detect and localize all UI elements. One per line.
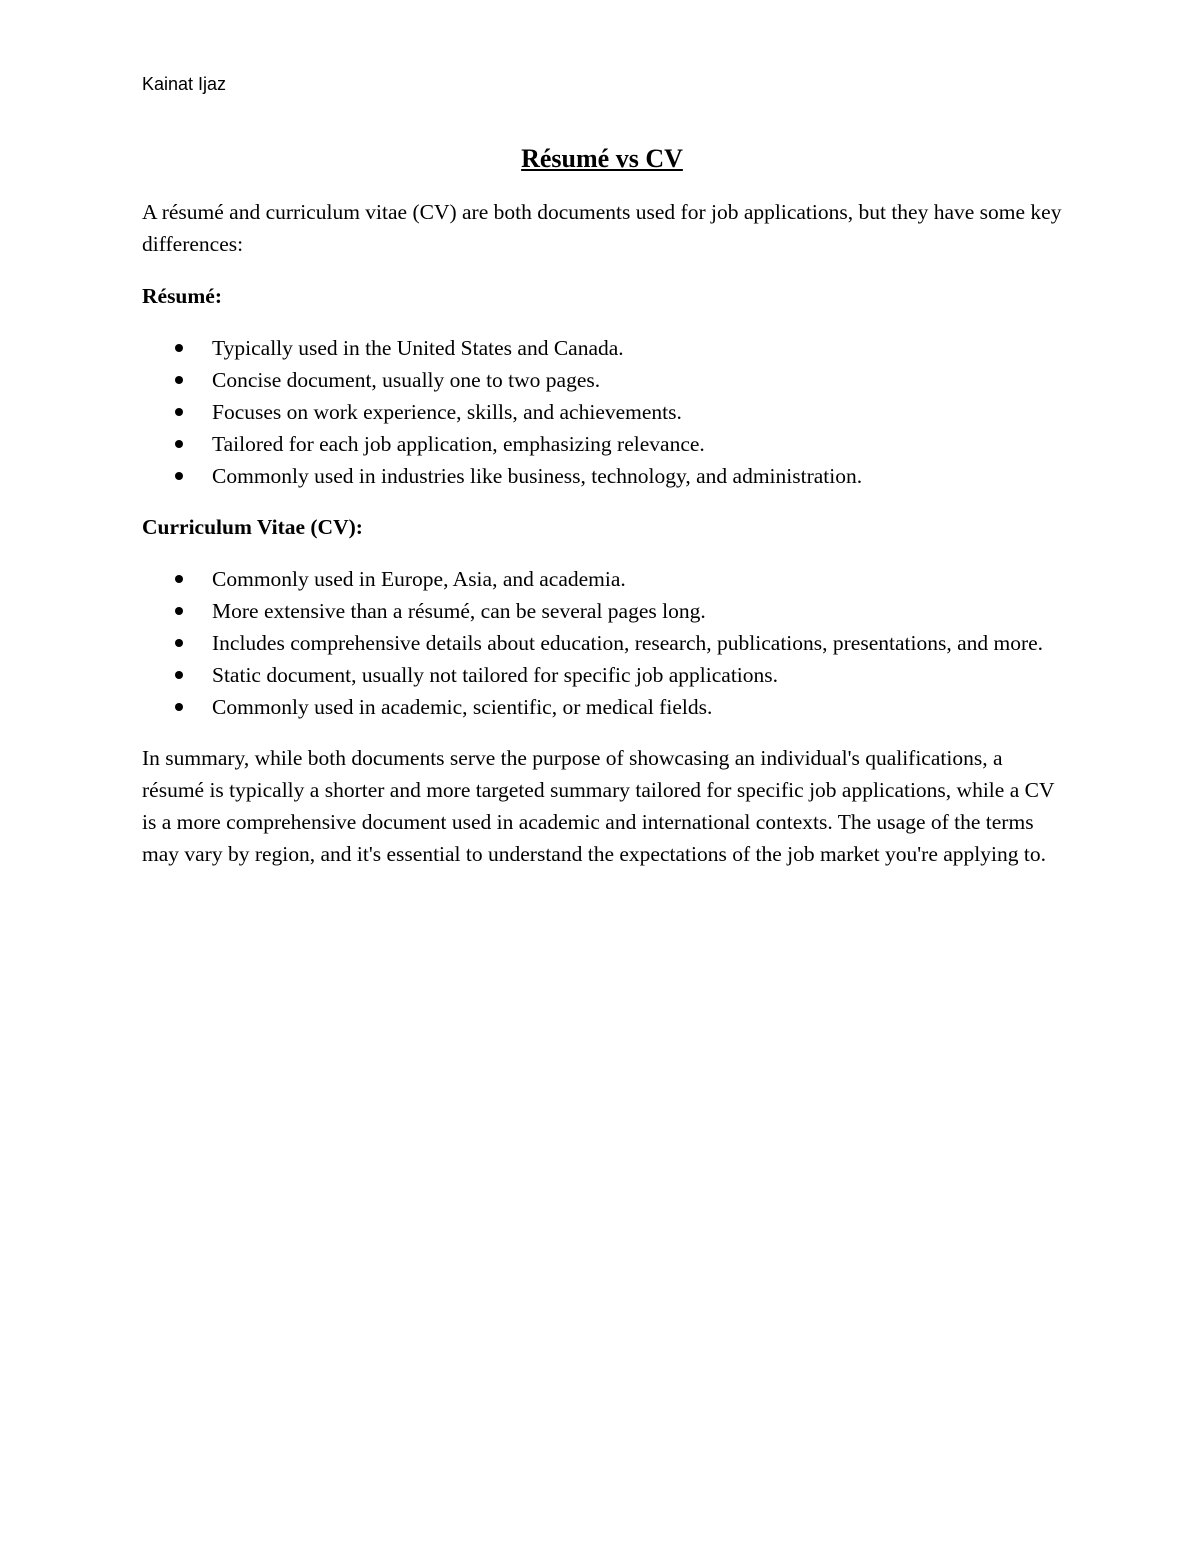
bullet-icon <box>175 607 183 615</box>
bullet-icon <box>175 671 183 679</box>
cv-section-heading: Curriculum Vitae (CV): <box>142 515 363 539</box>
bullet-icon <box>175 472 183 480</box>
list-item <box>142 627 1062 659</box>
list-item-text: Commonly used in academic, scientific, or medical fields. <box>212 695 713 719</box>
list-item-text: Commonly used in industries like business, technology, and administration. <box>212 464 863 488</box>
resume-section-heading: Résumé: <box>142 284 223 308</box>
list-item <box>142 595 1062 627</box>
list-item-text: Focuses on work experience, skills, and achievements. <box>212 400 682 424</box>
bullet-icon <box>175 344 183 352</box>
list-item-text: Concise document, usually one to two pages. <box>212 368 601 392</box>
list-item <box>142 460 1062 492</box>
list-item <box>142 563 1062 595</box>
document-body <box>142 142 1062 870</box>
header-author-name: Kainat Ijaz <box>142 74 227 94</box>
bullet-icon <box>175 639 183 647</box>
resume-bullet-list <box>142 332 1062 492</box>
cv-bullet-list <box>142 563 1062 723</box>
bullet-icon <box>175 376 183 384</box>
list-item <box>142 659 1062 691</box>
intro-paragraph: A résumé and curriculum vitae (CV) are both documents used for job applications, but they have some key differences: <box>142 200 1062 256</box>
summary-paragraph: In summary, while both documents serve the purpose of showcasing an individual's qualifications, a résumé is typically a shorter and more targeted summary tailored for specific job applications, while a CV is a more comprehensive document used in academic and international contexts. The usage of the terms may vary by region, and it's essential to understand the expectations of the job market you're applying to. <box>142 746 1055 866</box>
list-item-text: Tailored for each job application, emphasizing relevance. <box>212 432 705 456</box>
bullet-icon <box>175 408 183 416</box>
list-item <box>142 396 1062 428</box>
document-title: Résumé vs CV <box>521 144 683 173</box>
list-item <box>142 332 1062 364</box>
list-item-text: Typically used in the United States and Canada. <box>212 336 624 360</box>
list-item <box>142 428 1062 460</box>
list-item <box>142 691 1062 723</box>
list-item-text: Commonly used in Europe, Asia, and academia. <box>212 567 626 591</box>
bullet-icon <box>175 703 183 711</box>
list-item <box>142 364 1062 396</box>
list-item-text: Static document, usually not tailored for specific job applications. <box>212 663 779 687</box>
bullet-icon <box>175 440 183 448</box>
bullet-icon <box>175 575 183 583</box>
list-item-text: More extensive than a résumé, can be several pages long. <box>212 599 706 623</box>
list-item-text: Includes comprehensive details about education, research, publications, presentations, and more. <box>212 631 1044 655</box>
